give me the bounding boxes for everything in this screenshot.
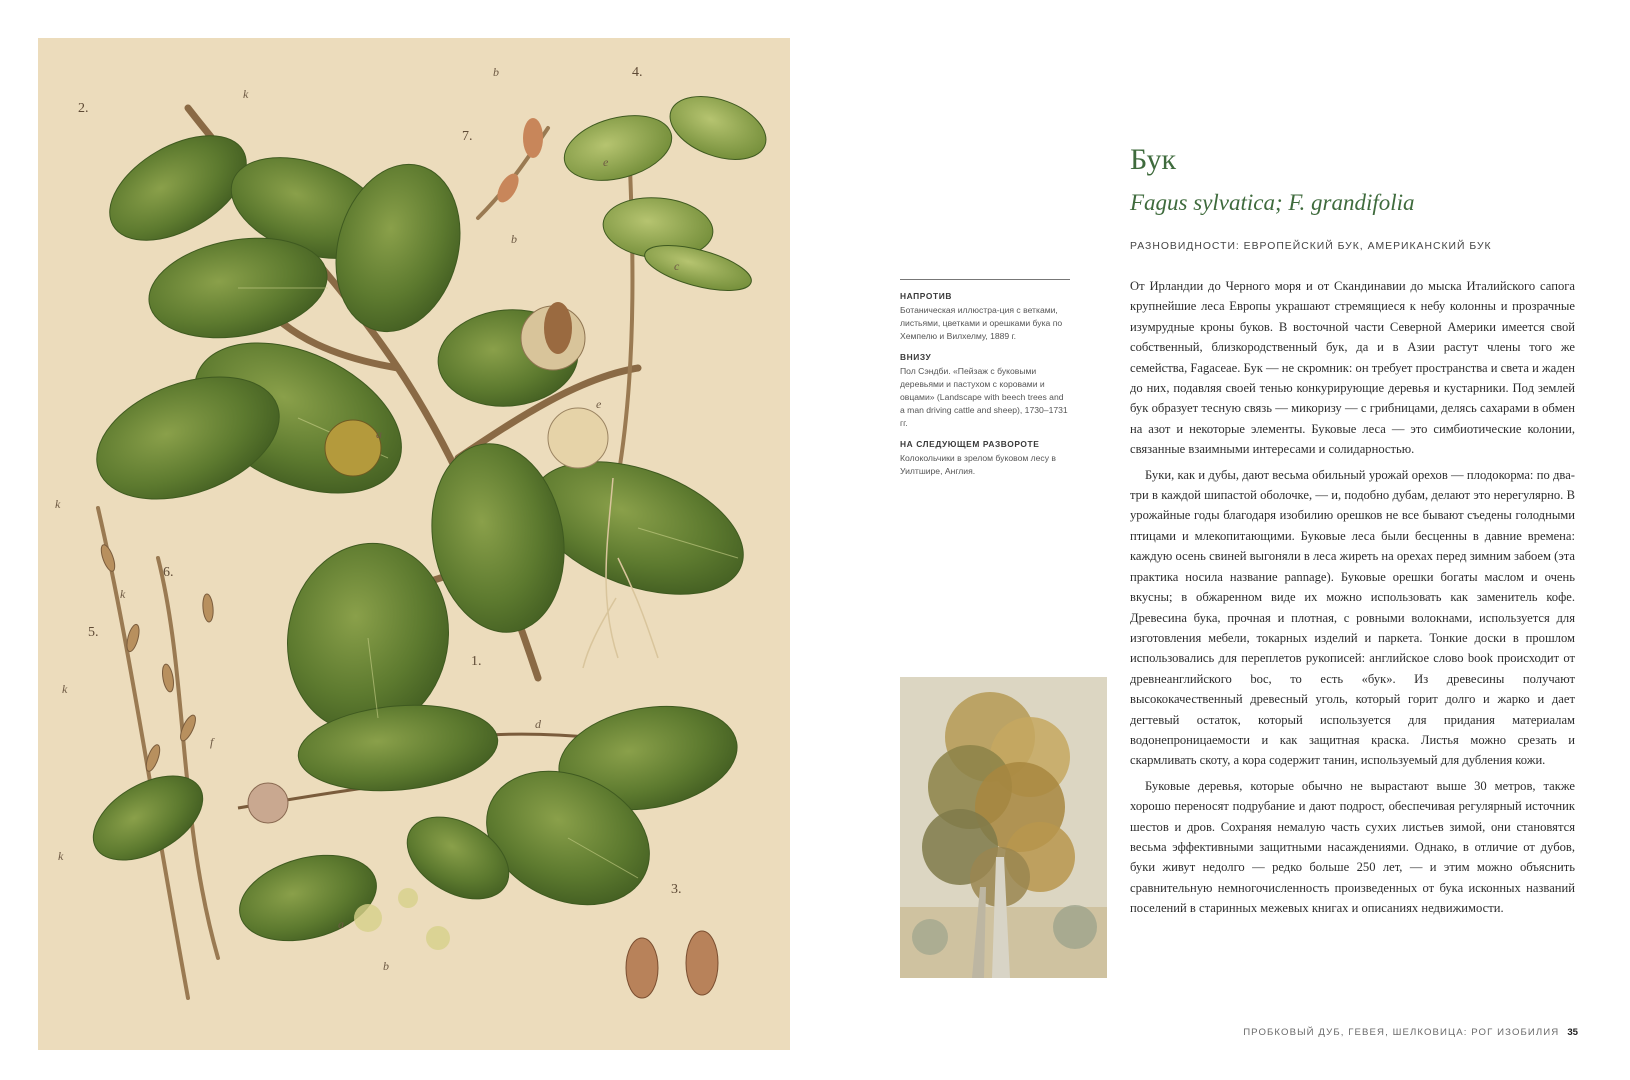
landscape-painting (900, 677, 1107, 978)
plate-letter-a: a (376, 427, 382, 441)
caption-below-text: Пол Сэндби. «Пейзаж с буковыми деревьями и пастухом с коровами и овцами» (Landscape with beech trees and a man driving cattle and sheep), 1730–1731 гг. (900, 366, 1068, 428)
paragraph: От Ирландии до Черного моря и от Скандинавии до мыска Италийского сапога крупнейшие леса Европы украшают стремящиеся к небу колонны и прозрачные изумрудные кроны буков. В восточной части Северной Америки имеется свой собственный, близкородственный бук, да и в Азии растут члены того же семейства, Fagaceae. Бук — не скромник: он требует пространства и света и жаден до них, подавляя своей тенью конкурирующие деревья и кустарники. Под землей бук образует тесную связь — микоризу — с грибницами, делясь сахарами в обмен на азот и некоторые элементы. Буковые леса — это симбиотические колонии, связанные взаимными интересами и солидарностью. (1130, 279, 1575, 457)
article-body (1130, 276, 1575, 924)
plate-letter-k: k (243, 87, 249, 101)
plate-letter-a2: a (338, 917, 344, 931)
plate-label-5: 5. (88, 625, 99, 640)
plate-label-1: 1. (471, 654, 482, 669)
plate-label-3: 3. (671, 882, 682, 897)
plate-letter-c: c (674, 259, 680, 273)
plate-letter-k3: k (120, 587, 126, 601)
plate-label-4: 4. (632, 65, 643, 80)
paragraph: Буки, как и дубы, дают весьма обильный урожай орехов — плодокорма: по два-три в каждой шипастой оболочке, — и, подобно дубам, делают это нерегулярно. В урожайные годы благодаря изобилию орешков не все бывают съедены голодными птицами и млекопитающими. Буковые леса были бесценны в давние времена: каждую осень свиней выгоняли в леса жиреть на орехах перед зимним забоем (эта практика носила название pannage). Буковые орешки богаты маслом и очень вкусны; в обжаренном виде их можно использовать как заменитель кофе. Древесина бука, прочная и плотная, с ровными волокнами, используется для изготовления мебели, токарных изделий и паркета. Тонкие доски в прошлом использовались для переплетов рукописей: английское слово book происходит от древнеанглийского boc, то есть «бук». Из древесины получают высококачественный древесный уголь, который горит долго и жарко и дает дегтевый остаток, который используется для придания материалам водонепроницаемости и как защитная краска. Листья можно срезать и скармливать скоту, а кора содержит танин, используемый для дубления кожи. (1130, 467, 1575, 768)
plate-letter-k5: k (58, 849, 64, 863)
plate-letter-e: e (603, 155, 609, 169)
caption-opposite-heading: НАПРОТИВ (900, 291, 952, 301)
plate-label-2: 2. (78, 101, 89, 116)
caption-sidebar (900, 279, 1070, 478)
plate-letter-k2: k (55, 497, 61, 511)
botanical-illustration (38, 38, 790, 1050)
plate-letter-b2: b (511, 232, 517, 246)
running-title: ПРОБКОВЫЙ ДУБ, ГЕВЕЯ, ШЕЛКОВИЦА: РОГ ИЗОБИЛИЯ (1243, 1027, 1560, 1038)
varieties-line: РАЗНОВИДНОСТИ: ЕВРОПЕЙСКИЙ БУК, АМЕРИКАНСКИЙ БУК (1130, 241, 1492, 252)
plate-letter-f: f (210, 735, 214, 749)
plate-letter-d: d (535, 717, 541, 731)
plate-letter-e2: e (596, 397, 602, 411)
caption-next-text: Колокольчики в зрелом буковом лесу в Уилтшире, Англия. (900, 453, 1056, 476)
page-footer (1243, 1027, 1578, 1038)
plate-letter-b: b (493, 65, 499, 79)
caption-below-heading: ВНИЗУ (900, 352, 932, 362)
caption-opposite-text: Ботаническая иллюстра-ция с ветками, листьями, цветками и орешками бука по Хемпелю и Вилхелму, 1889 г. (900, 305, 1063, 341)
caption-next-heading: НА СЛЕДУЮЩЕМ РАЗВОРОТЕ (900, 439, 1040, 449)
plate-label-7: 7. (462, 129, 473, 144)
plate-letter-b3: b (383, 959, 389, 973)
plate-label-6: 6. (163, 565, 174, 580)
plate-letter-k4: k (62, 682, 68, 696)
article-title: Бук (1130, 143, 1177, 176)
latin-name: Fagus sylvatica; F. grandifolia (1130, 190, 1415, 215)
page-number: 35 (1567, 1027, 1578, 1038)
paragraph: Буковые деревья, которые обычно не вырастают выше 30 метров, также хорошо переносят подрубание и дают подрост, обеспечивая регулярный источник шестов и дров. Сохраняя немалую часть сухих листьев зимой, они становятся весьма эффективными защитными насаждениями. Однако, в отличие от дубов, буки живут недолго — редко больше 250 лет, — и этим можно объяснить сравнительную немногочисленность произведенных от бука исконных названий поселений в старинных межевых книгах и описаниях недвижимости. (1130, 778, 1575, 916)
